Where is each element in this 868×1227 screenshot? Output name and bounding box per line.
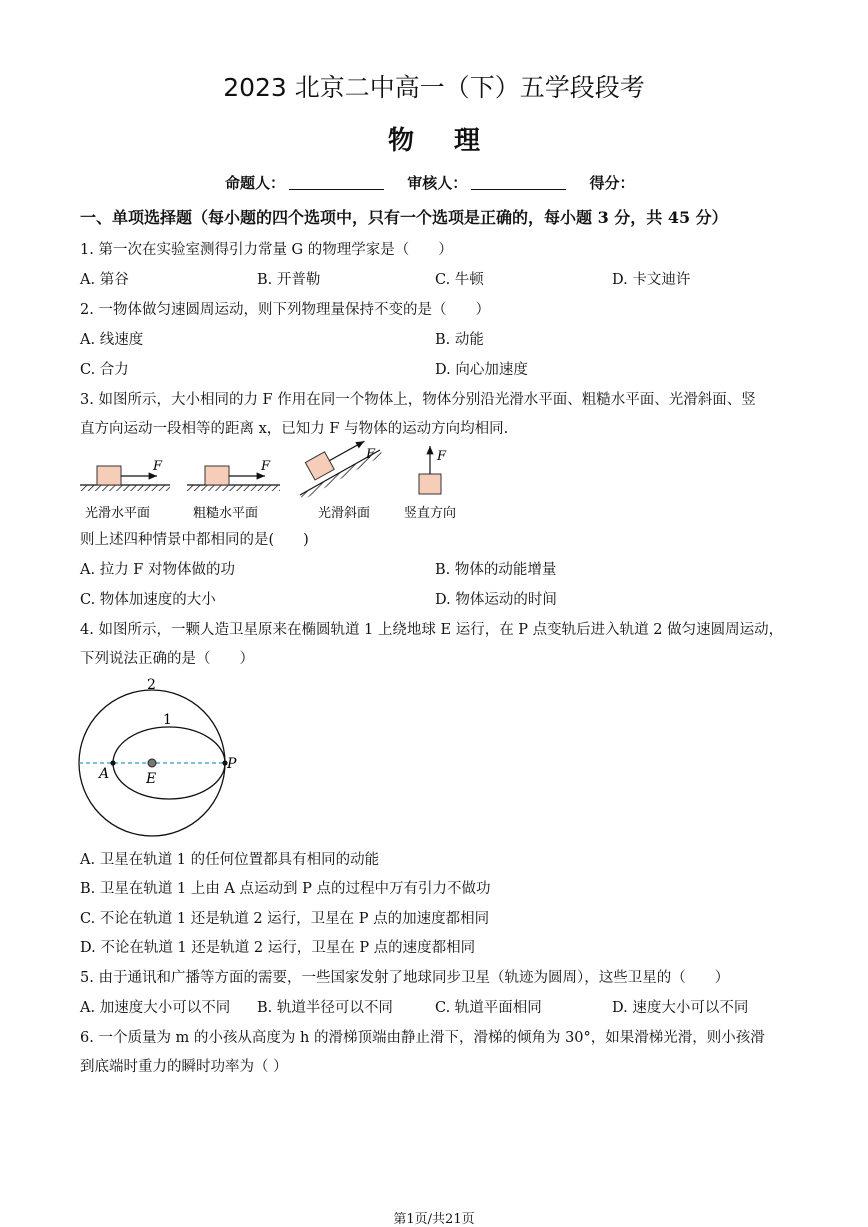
point-p-label: P [227,756,237,772]
orbit-2-label: 2 [147,677,156,693]
q5-option-d: D. 速度大小可以不同 [612,1000,749,1016]
q4-stem-line2: 下列说法正确的是（ ） [80,651,254,667]
q3-stem-line1: 3. 如图所示，大小相同的力 F 作用在同一个物体上，物体分别沿光滑水平面、粗糙水平面、光滑斜面、竖 [80,392,756,408]
q5-option-b: B. 轨道半径可以不同 [257,1000,393,1016]
q4-option-d: D. 不论在轨道 1 还是轨道 2 运行，卫星在 P 点的速度都相同 [80,940,476,956]
q3-stem-line2: 直方向运动一段相等的距离 x，已知力 F 与物体的运动方向均相同. [80,421,509,437]
q2-stem: 2. 一物体做匀速圆周运动，则下列物理量保持不变的是（ ） [80,302,490,318]
force-label: F [153,459,163,474]
score-label: 得分： [589,174,635,192]
q1-option-a: A. 第谷 [80,272,129,288]
exam-title: 2023 北京二中高一（下）五学段段考 [223,73,645,102]
force-label: F [366,447,376,462]
point-e-label: E [146,771,157,787]
figure-label-vertical: 竖直方向 [404,506,457,521]
q3-question: 则上述四种情景中都相同的是( ) [80,532,309,548]
q4-option-a: A. 卫星在轨道 1 的任何位置都具有相同的动能 [80,852,380,868]
q4-option-c: C. 不论在轨道 1 还是轨道 2 运行，卫星在 P 点的加速度都相同 [80,911,490,927]
q5-option-a: A. 加速度大小可以不同 [80,1000,231,1016]
q4-orbit-figure [75,672,250,842]
force-label: F [261,459,271,474]
q5-stem: 5. 由于通讯和广播等方面的需要，一些国家发射了地球同步卫星（轨迹为圆周），这些卫星的（ ） [80,970,730,986]
orbit-1-label: 1 [163,712,172,728]
q1-stem: 1. 第一次在实验室测得引力常量 G 的物理学家是（ ） [80,242,453,258]
figure-label-smooth-incline: 光滑斜面 [318,506,371,521]
q3-option-a: A. 拉力 F 对物体做的功 [80,562,235,578]
q2-option-b: B. 动能 [435,332,484,348]
q1-option-c: C. 牛顿 [435,272,484,288]
author-label: 命题人： [225,174,286,192]
point-a-dot [110,760,115,765]
q1-option-b: B. 开普勒 [257,272,321,288]
q6-stem-line1: 6. 一个质量为 m 的小孩从高度为 h 的滑梯顶端由静止滑下，滑梯的倾角为 30°，如果滑梯光滑，则小孩滑 [80,1030,765,1046]
force-label: F [437,449,447,464]
q6-stem-line2: 到底端时重力的瞬时功率为（ ） [80,1059,288,1075]
reviewer-blank [471,175,566,190]
point-a-label: A [99,766,110,782]
q3-option-d: D. 物体运动的时间 [435,592,557,608]
q3-option-c: C. 物体加速度的大小 [80,592,216,608]
figure-label-smooth-horizontal: 光滑水平面 [85,506,151,521]
scene-vertical [419,446,447,494]
subject-title: 物理 [387,126,520,156]
author-blank [289,175,384,190]
page-number: 第1页/共21页 [393,1212,475,1227]
earth-icon [148,759,156,767]
section-heading: 一、单项选择题（每小题的四个选项中，只有一个选项是正确的，每小题 3 分，共 45 分） [80,208,728,227]
q2-option-c: C. 合力 [80,362,129,378]
q5-option-c: C. 轨道平面相同 [435,1000,542,1016]
q2-option-d: D. 向心加速度 [435,362,528,378]
q1-option-d: D. 卡文迪许 [612,272,691,288]
reviewer-label: 审核人： [407,174,468,192]
figure-label-rough-horizontal: 粗糙水平面 [193,506,259,521]
exam-meta-row [225,172,635,193]
q3-option-b: B. 物体的动能增量 [435,562,557,578]
scene-smooth-horizontal [80,459,170,491]
q3-figure [75,440,475,525]
q4-stem-line1: 4. 如图所示，一颗人造卫星原来在椭圆轨道 1 上绕地球 E 运行，在 P 点变轨后进入轨道 2 做匀速圆周运动， [80,622,784,638]
q4-option-b: B. 卫星在轨道 1 上由 A 点运动到 P 点的过程中万有引力不做功 [80,881,491,897]
q2-option-a: A. 线速度 [80,332,144,348]
scene-smooth-incline [300,440,383,500]
scene-rough-horizontal [187,459,280,491]
